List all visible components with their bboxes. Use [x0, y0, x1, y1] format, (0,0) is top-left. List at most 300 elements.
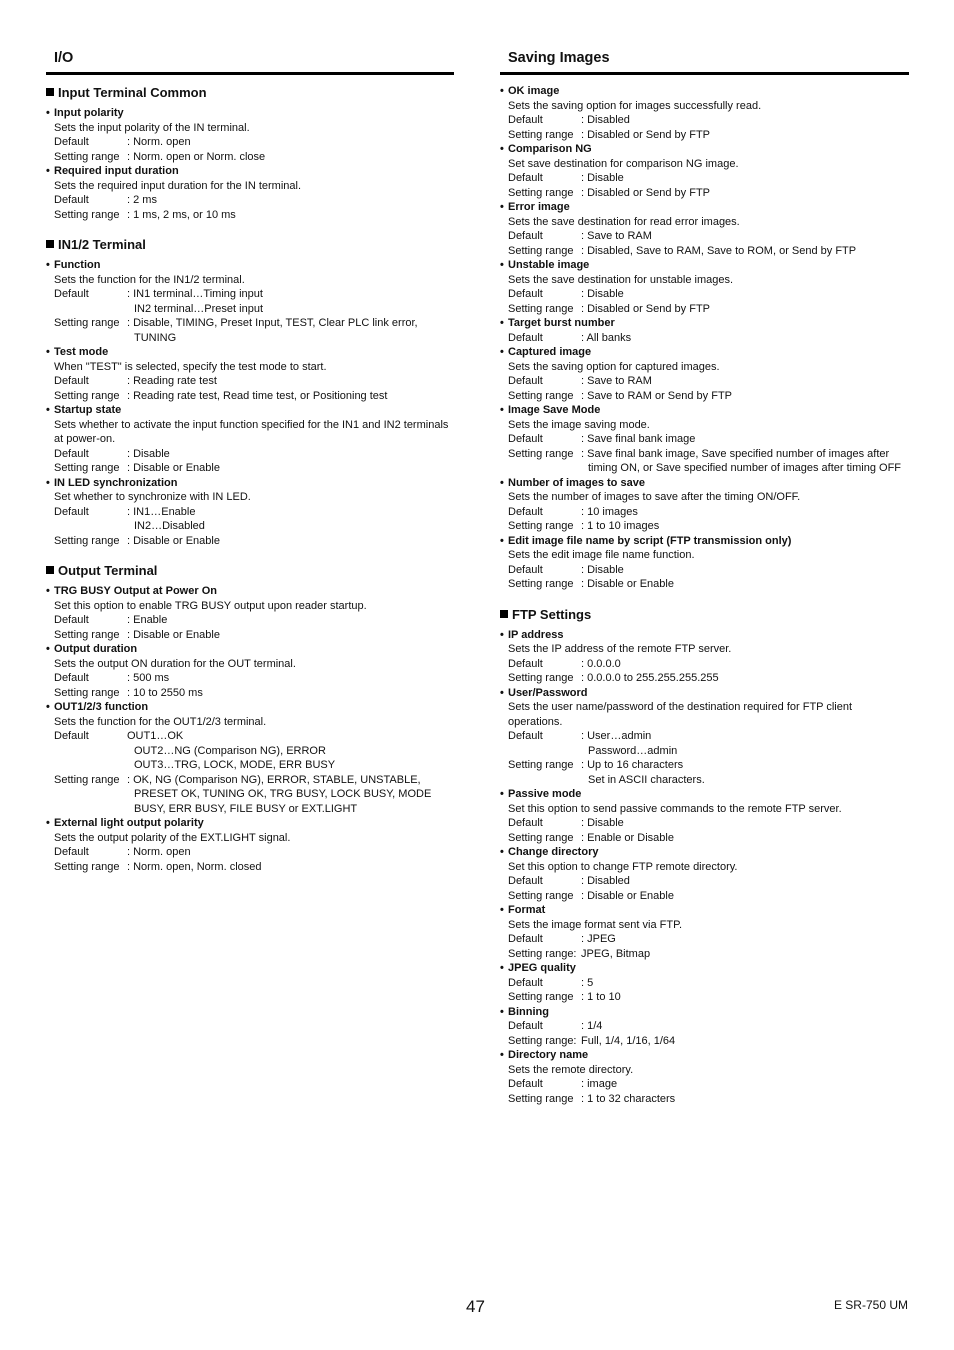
field-value-group [581, 244, 909, 259]
setting-field [500, 447, 909, 476]
setting-item [46, 345, 454, 403]
bullet-icon: • [500, 686, 504, 699]
field-value: IN2…Disabled [134, 520, 205, 532]
setting-description: Sets the function for the OUT1/2/3 terminal. [54, 715, 267, 728]
setting-field [500, 229, 909, 244]
setting-field [500, 244, 909, 259]
field-key: Setting range [54, 317, 120, 329]
bullet-icon: • [46, 346, 50, 358]
setting-field [500, 186, 909, 201]
setting-field [500, 287, 909, 302]
field-key: Setting range [54, 462, 120, 474]
field-value-group [581, 331, 909, 346]
setting-item [46, 258, 454, 345]
bullet-icon: • [500, 201, 504, 213]
section [46, 84, 454, 222]
field-value-group [581, 519, 909, 534]
setting-field [46, 193, 454, 208]
field-value: : Save to RAM or Send by FTP [581, 389, 733, 402]
field-key: Setting range [508, 389, 574, 402]
field-value: : Save final bank image [581, 433, 696, 445]
field-value-group [581, 128, 909, 143]
bullet-icon: • [46, 476, 50, 489]
field-value: : Norm. open [127, 136, 191, 148]
field-key: Default [54, 672, 89, 684]
field-value: BUSY, ERR BUSY, FILE BUSY or EXT.LIGHT [134, 802, 358, 815]
setting-title [46, 476, 454, 491]
field-value-group [127, 628, 454, 643]
field-key: Setting range: [508, 947, 577, 960]
field-key: Default [54, 288, 89, 300]
bullet-icon: • [46, 643, 50, 655]
field-value: : 5 [581, 976, 594, 989]
setting-field [46, 316, 454, 345]
field-value: OUT1…OK [127, 730, 184, 742]
field-value: : Disable [581, 563, 624, 576]
setting-description: Set save destination for comparison NG image. [508, 157, 739, 170]
field-value-group [581, 432, 909, 447]
field-value-group [127, 389, 454, 404]
setting-title [46, 403, 454, 418]
field-value: : Disable [581, 288, 624, 300]
field-value: : IN1…Enable [127, 505, 196, 518]
bullet-icon: • [500, 962, 504, 974]
field-value-group [581, 563, 909, 578]
setting-title-text: JPEG quality [508, 962, 576, 974]
setting-title-text: Output duration [54, 643, 138, 655]
field-key: Setting range: [508, 1034, 577, 1047]
setting-title [500, 961, 909, 976]
field-key: Default [54, 136, 89, 148]
field-key: Default [54, 194, 89, 206]
bullet-icon: • [500, 534, 504, 547]
setting-field [46, 628, 454, 643]
bullet-icon: • [46, 107, 50, 119]
setting-title [500, 903, 909, 918]
field-value: : Disable [581, 817, 624, 829]
setting-description: Sets the image format sent via FTP. [508, 918, 683, 931]
setting-title-text: Function [54, 259, 101, 271]
setting-field [46, 447, 454, 462]
field-value-group [127, 860, 454, 875]
setting-description: Set whether to synchronize with IN LED. [54, 491, 251, 503]
field-key: Default [508, 331, 543, 344]
setting-title [500, 84, 909, 99]
field-value-group [127, 447, 454, 462]
field-key: Setting range [508, 128, 574, 141]
setting-title [46, 258, 454, 273]
field-value: : Save final bank image, Save specified number of images after [581, 447, 890, 460]
field-value-group [581, 113, 909, 128]
setting-description: Sets whether to activate the input function specified for the IN1 and IN2 terminals [54, 418, 449, 431]
setting-field [500, 657, 909, 672]
field-value-group [127, 729, 454, 773]
field-key: Setting range [54, 534, 120, 547]
field-value-group [127, 845, 454, 860]
field-value-group [127, 671, 454, 686]
setting-description: Sets the edit image file name function. [508, 549, 695, 561]
setting-title-text: Target burst number [508, 317, 615, 329]
setting-title-text: User/Password [508, 686, 588, 699]
field-key: Default [508, 288, 543, 300]
field-key: Setting range [508, 991, 574, 1003]
setting-field [500, 990, 909, 1005]
field-value: : 1/4 [581, 1020, 603, 1032]
field-key: Default [54, 846, 89, 858]
setting-item [500, 142, 909, 200]
setting-description: Sets the save destination for read error images. [508, 215, 740, 228]
field-value-group [127, 374, 454, 389]
setting-description: Sets the user name/password of the destination required for FTP client [508, 701, 853, 713]
setting-description: Sets the IP address of the remote FTP server. [508, 643, 732, 655]
field-value: OUT3…TRG, LOCK, MODE, ERR BUSY [134, 759, 336, 771]
field-value-group [581, 657, 909, 672]
setting-description: Set this option to send passive commands to the remote FTP server. [508, 802, 842, 815]
field-key: Setting range [508, 447, 574, 460]
field-key: Setting range [54, 686, 120, 699]
field-key: Setting range [508, 520, 574, 532]
field-value: : 10 to 2550 ms [127, 686, 203, 699]
setting-title [500, 316, 909, 331]
field-key: Default [54, 505, 89, 518]
bullet-icon: • [500, 317, 504, 329]
setting-field [500, 874, 909, 889]
column-title-saving-images: Saving Images [500, 48, 909, 75]
setting-field [500, 1077, 909, 1092]
setting-field [500, 932, 909, 947]
field-value: : Save to RAM [581, 375, 652, 387]
setting-description: Sets the remote directory. [508, 1063, 634, 1076]
setting-description: Sets the input polarity of the IN terminal. [54, 121, 250, 134]
setting-description: Sets the saving option for images successfully read. [508, 99, 762, 112]
setting-field [46, 287, 454, 316]
field-value: : Disable [581, 172, 624, 184]
section-heading-text: FTP Settings [512, 606, 592, 622]
field-value: : 1 ms, 2 ms, or 10 ms [127, 208, 236, 221]
field-value: : 0.0.0.0 to 255.255.255.255 [581, 672, 719, 684]
field-value: : Enable or Disable [581, 831, 674, 844]
setting-title-text: Format [508, 904, 546, 916]
field-key: Default [54, 375, 89, 387]
field-value-group [127, 316, 454, 345]
section [46, 562, 454, 874]
setting-title [46, 345, 454, 360]
field-value-group [127, 613, 454, 628]
field-value: : Norm. open, Norm. closed [127, 860, 262, 873]
setting-item [500, 628, 909, 686]
document-code: E SR-750 UM [833, 1298, 908, 1312]
setting-field [500, 505, 909, 520]
setting-title-text: Edit image file name by script (FTP transmission only) [508, 534, 792, 547]
setting-title [500, 1005, 909, 1020]
field-value-group [127, 135, 454, 150]
field-value: JPEG, Bitmap [581, 947, 651, 960]
left-column [46, 48, 454, 888]
setting-field [500, 729, 909, 758]
bullet-icon: • [500, 904, 504, 916]
setting-field [500, 1034, 909, 1049]
setting-item [46, 584, 454, 642]
field-value: : Enable [127, 614, 168, 626]
bullet-icon: • [500, 476, 504, 489]
field-value: : Disabled or Send by FTP [581, 128, 711, 141]
field-value: : Disabled, Save to RAM, Save to ROM, or Send by FTP [581, 244, 857, 257]
field-value-group [127, 461, 454, 476]
page-number: 47 [466, 1297, 485, 1316]
setting-title [500, 845, 909, 860]
section-heading [46, 84, 454, 102]
setting-field [46, 613, 454, 628]
setting-field [500, 128, 909, 143]
setting-field [500, 831, 909, 846]
field-key: Default [508, 1020, 543, 1032]
setting-title-text: Number of images to save [508, 476, 645, 489]
setting-item [500, 84, 909, 142]
field-key: Default [508, 1078, 543, 1090]
field-value: : image [581, 1078, 618, 1090]
section-heading [500, 606, 909, 624]
bullet-icon: • [500, 628, 504, 641]
field-value-group [581, 671, 909, 686]
field-value-group [581, 374, 909, 389]
field-value: : Disable or Enable [127, 534, 220, 547]
setting-field [46, 389, 454, 404]
field-key: Setting range [508, 578, 574, 590]
setting-title [46, 584, 454, 599]
setting-title [500, 787, 909, 802]
setting-item [500, 903, 909, 961]
bullet-icon: • [46, 585, 50, 597]
setting-title-text: IP address [508, 628, 564, 641]
setting-field [500, 563, 909, 578]
field-value-group [581, 302, 909, 317]
field-value: : Disabled or Send by FTP [581, 302, 711, 315]
field-key: Setting range [508, 672, 574, 684]
setting-description: Sets the output polarity of the EXT.LIGHT signal. [54, 831, 291, 844]
field-key: Default [508, 230, 543, 242]
field-key: Default [508, 976, 543, 989]
field-value: : Reading rate test, Read time test, or Positioning test [127, 389, 388, 402]
setting-title [500, 628, 909, 643]
field-value-group [581, 1092, 909, 1107]
setting-item [500, 316, 909, 345]
setting-field [500, 432, 909, 447]
setting-title-text: Input polarity [54, 107, 124, 119]
setting-item [46, 816, 454, 874]
setting-item [500, 845, 909, 903]
field-value: : 2 ms [127, 194, 157, 206]
setting-field [500, 302, 909, 317]
field-value: : Disabled [581, 875, 630, 887]
field-value-group [127, 150, 454, 165]
setting-title [46, 700, 454, 715]
setting-title [46, 106, 454, 121]
setting-title-text: Error image [508, 201, 570, 213]
bullet-icon: • [500, 788, 504, 800]
section-heading-text: Input Terminal Common [58, 85, 207, 100]
square-bullet-icon [500, 610, 508, 618]
setting-item [500, 200, 909, 258]
setting-field [500, 758, 909, 787]
setting-field [46, 860, 454, 875]
field-key: Setting range [508, 1092, 574, 1105]
bullet-icon: • [500, 404, 504, 416]
setting-item [500, 258, 909, 316]
setting-title-text: Unstable image [508, 259, 590, 271]
field-key: Default [508, 114, 543, 126]
setting-title-text: IN LED synchronization [54, 476, 178, 489]
field-value: : Norm. open [127, 846, 191, 858]
setting-description: operations. [508, 715, 563, 728]
field-value-group [581, 831, 909, 846]
field-value: : OK, NG (Comparison NG), ERROR, STABLE, UNSTABLE, [127, 773, 421, 786]
setting-item [46, 164, 454, 222]
field-value-group [127, 193, 454, 208]
field-value-group [581, 889, 909, 904]
field-value: : User…admin [581, 730, 652, 742]
bullet-icon: • [500, 1049, 504, 1061]
field-value-group [581, 947, 909, 962]
setting-item [46, 642, 454, 700]
setting-field [46, 150, 454, 165]
setting-field [500, 519, 909, 534]
field-value-group [127, 773, 454, 817]
field-value: : Save to RAM [581, 230, 652, 242]
field-key: Default [508, 172, 543, 184]
setting-title-text: Binning [508, 1005, 549, 1018]
setting-field [46, 534, 454, 549]
field-value-group [581, 447, 909, 476]
section-heading-text: Output Terminal [58, 563, 158, 578]
field-value-group [581, 287, 909, 302]
setting-description: Sets the output ON duration for the OUT terminal. [54, 657, 296, 670]
setting-item [500, 403, 909, 476]
field-value: timing ON, or Save specified number of images after timing OFF [588, 462, 902, 474]
setting-title-text: TRG BUSY Output at Power On [54, 585, 217, 597]
setting-item [500, 1005, 909, 1049]
field-key: Default [508, 817, 543, 829]
right-column [500, 48, 909, 1120]
field-value-group [127, 534, 454, 549]
setting-item [46, 403, 454, 476]
field-value-group [581, 1034, 909, 1049]
setting-field [46, 845, 454, 860]
setting-title-text: Comparison NG [508, 143, 592, 155]
setting-title [500, 142, 909, 157]
field-value: : 1 to 32 characters [581, 1092, 676, 1105]
setting-field [500, 389, 909, 404]
field-value: Full, 1/4, 1/16, 1/64 [581, 1034, 676, 1047]
setting-description: When "TEST" is selected, specify the test mode to start. [54, 360, 327, 373]
setting-field [500, 1019, 909, 1034]
field-key: Default [508, 730, 543, 742]
section-heading-text: IN1/2 Terminal [58, 237, 146, 252]
field-value: : 500 ms [127, 672, 170, 684]
setting-field [500, 976, 909, 991]
bullet-icon: • [46, 701, 50, 713]
setting-item [46, 476, 454, 549]
setting-description: Sets the required input duration for the IN terminal. [54, 179, 302, 192]
field-value: Set in ASCII characters. [588, 773, 705, 786]
setting-title-text: OUT1/2/3 function [54, 701, 149, 713]
setting-field [500, 816, 909, 831]
square-bullet-icon [46, 88, 54, 96]
field-value: : 10 images [581, 505, 638, 518]
setting-title [500, 476, 909, 491]
field-key: Default [508, 433, 543, 445]
field-key: Setting range [54, 150, 120, 163]
field-value: OUT2…NG (Comparison NG), ERROR [134, 744, 326, 757]
bullet-icon: • [500, 143, 504, 155]
setting-description: Sets the save destination for unstable images. [508, 273, 734, 286]
field-value: : Disabled or Send by FTP [581, 186, 711, 199]
setting-title [500, 403, 909, 418]
setting-item [500, 534, 909, 592]
bullet-icon: • [500, 346, 504, 358]
field-value: : Reading rate test [127, 375, 217, 387]
setting-description: at power-on. [54, 433, 116, 445]
field-key: Setting range [508, 302, 574, 315]
field-value: : Norm. open or Norm. close [127, 150, 266, 163]
field-value-group [581, 816, 909, 831]
setting-field [46, 773, 454, 817]
field-value-group [581, 729, 909, 758]
field-key: Setting range [54, 860, 120, 873]
section [500, 606, 909, 1107]
setting-field [500, 889, 909, 904]
field-key: Default [508, 375, 543, 387]
field-value: : Disable or Enable [127, 628, 220, 641]
setting-item [500, 1048, 909, 1106]
field-value: : Disable [127, 447, 170, 460]
setting-title-text: Captured image [508, 346, 592, 358]
field-value: : 1 to 10 images [581, 520, 660, 532]
field-key: Default [54, 614, 89, 626]
field-value: IN2 terminal…Preset input [134, 302, 263, 315]
setting-item [500, 961, 909, 1005]
setting-description: Sets the function for the IN1/2 terminal. [54, 273, 245, 286]
field-value: : JPEG [581, 933, 616, 945]
setting-field [500, 577, 909, 592]
column-title-io: I/O [46, 48, 454, 75]
setting-description: Sets the number of images to save after the timing ON/OFF. [508, 491, 801, 503]
field-value-group [581, 758, 909, 787]
setting-title [500, 200, 909, 215]
setting-title [46, 642, 454, 657]
bullet-icon: • [500, 846, 504, 858]
field-key: Setting range [508, 889, 574, 902]
setting-title [46, 164, 454, 179]
field-value-group [581, 932, 909, 947]
setting-title [500, 534, 909, 549]
field-value: Password…admin [588, 744, 678, 757]
setting-description: Set this option to enable TRG BUSY output upon reader startup. [54, 599, 367, 612]
field-value: : IN1 terminal…Timing input [127, 288, 263, 300]
bullet-icon: • [46, 817, 50, 829]
setting-title [46, 816, 454, 831]
setting-title-text: Passive mode [508, 788, 582, 800]
setting-field [500, 1092, 909, 1107]
field-value-group [581, 976, 909, 991]
setting-item [500, 345, 909, 403]
field-key: Setting range [54, 773, 120, 786]
field-key: Setting range [508, 186, 574, 199]
field-key: Setting range [508, 244, 574, 257]
field-key: Default [54, 447, 89, 460]
setting-title-text: Change directory [508, 846, 599, 858]
field-value: : Disable or Enable [127, 462, 220, 474]
field-value: : Disable or Enable [581, 889, 674, 902]
